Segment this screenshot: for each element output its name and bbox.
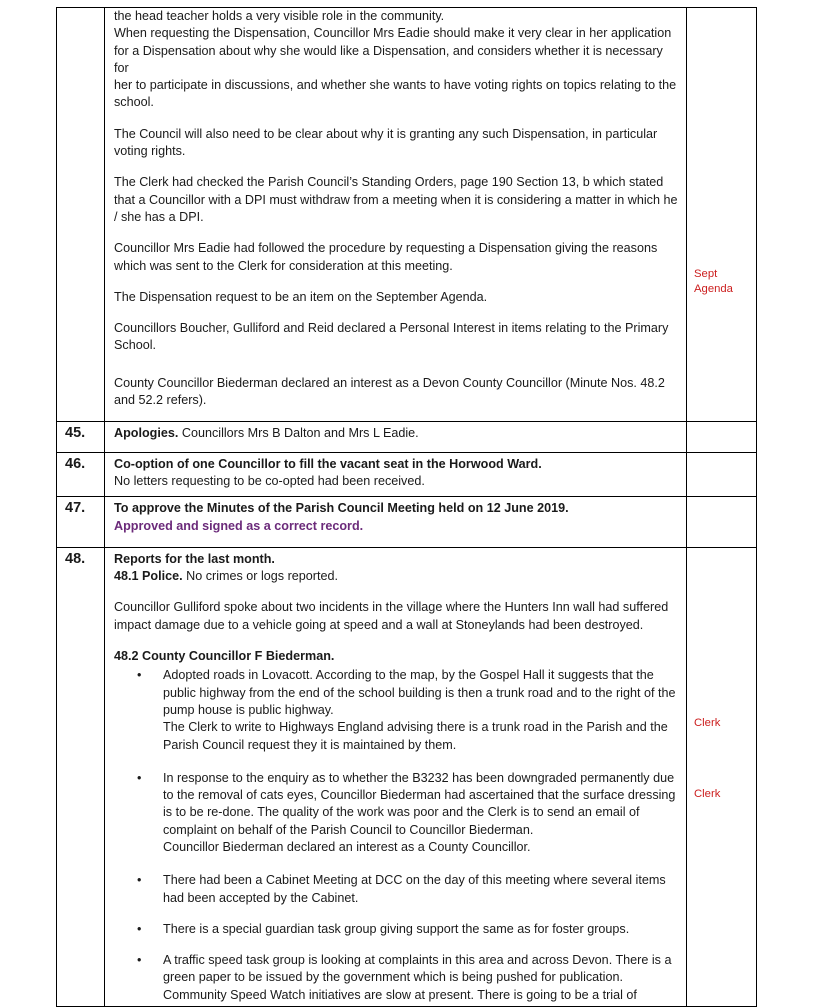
item-title: To approve the Minutes of the Parish Council Meeting held on 12 June 2019. <box>114 501 569 516</box>
item-body-cell <box>105 547 687 1006</box>
minutes-row-48 <box>57 547 757 1006</box>
item-title: Reports for the last month. <box>114 551 275 566</box>
item-number: 47. <box>57 497 105 548</box>
text-line: A traffic speed task group is looking at complaints in this area and across Devon. There is a <box>163 953 672 968</box>
police-heading: 48.1 Police. <box>114 569 183 584</box>
minutes-row-45 <box>57 422 757 452</box>
county-councillor-heading: 48.2 County Councillor F Biederman. <box>114 649 335 664</box>
action-label-clerk: Clerk <box>694 716 721 729</box>
text-line: and 52.2 refers). <box>114 393 207 408</box>
text-line: voting rights. <box>114 144 186 159</box>
police-report <box>114 568 678 585</box>
text-line: Parish Council request they it is maintained by them. <box>163 737 457 752</box>
bullet-item-adopted-roads <box>114 667 678 753</box>
text-line: Councillors Boucher, Gulliford and Reid declared a Personal Interest in items relating to the Primary <box>114 321 669 336</box>
action-label-clerk: Clerk <box>694 787 721 800</box>
bullet-icon: • <box>137 770 142 785</box>
paragraph-standing-orders <box>114 174 678 226</box>
paragraph-personal-interest <box>114 320 678 355</box>
paragraph-gulliford <box>114 599 678 634</box>
text-line: Councillor Biederman declared an interest as a County Councillor. <box>163 839 531 854</box>
text-line: green paper to be issued by the government which is being pushed for publication. <box>163 970 623 985</box>
text-line: her to participate in discussions, and whether she wants to have voting rights on topics relating to the <box>114 78 677 93</box>
paragraph-county-interest <box>114 375 678 410</box>
item-body-cell <box>105 422 687 452</box>
text-line: impact damage due to a vehicle going at speed and a wall at Stoneylands had been destroyed. <box>114 617 644 632</box>
bullet-item-cabinet-meeting <box>114 872 678 907</box>
item-text: Councillors Mrs B Dalton and Mrs L Eadie. <box>178 426 419 441</box>
text-line: School. <box>114 338 157 353</box>
police-text: No crimes or logs reported. <box>182 569 338 584</box>
text-line: The Council will also need to be clear about why it is granting any such Dispensation, in particular <box>114 126 658 141</box>
bullet-icon: • <box>137 668 142 683</box>
action-label-agenda: Agenda <box>694 283 733 295</box>
minutes-row-46 <box>57 452 757 497</box>
item-number-cell <box>57 8 105 422</box>
item-title: Co-option of one Councillor to fill the vacant seat in the Horwood Ward. <box>114 456 542 471</box>
text-line: public highway from the end of the school building is then a trunk road and to the right of the <box>163 685 676 700</box>
item-title: Apologies. <box>114 426 179 441</box>
item-number: 45. <box>57 422 105 452</box>
bullet-icon: • <box>137 953 142 968</box>
text-line: Councillor Mrs Eadie had followed the procedure by requesting a Dispensation giving the reasons <box>114 241 658 256</box>
text-line: for a Dispensation about why she would like a Dispensation, and considers whether it is necessary for <box>114 43 663 75</box>
text-line: County Councillor Biederman declared an interest as a Devon County Councillor (Minute Nos. 48.2 <box>114 375 665 390</box>
bullet-item-traffic-speed <box>114 952 678 1004</box>
paragraph-council-clarity <box>114 126 678 161</box>
item-body-cell <box>105 497 687 548</box>
paragraph-september-agenda <box>114 289 678 306</box>
action-cell <box>687 497 757 548</box>
paragraph-dispensation-application <box>114 8 678 112</box>
text-line: Community Speed Watch initiatives are slow at present. There is going to be a trial of <box>163 987 637 1002</box>
approval-text: Approved and signed as a correct record. <box>114 518 364 533</box>
text-line: had been accepted by the Cabinet. <box>163 890 359 905</box>
bullet-item-b3232 <box>114 770 678 856</box>
action-cell <box>687 452 757 497</box>
action-label-sept: Sept <box>694 268 718 280</box>
paragraph-procedure <box>114 240 678 275</box>
action-cell <box>687 8 757 422</box>
bullet-item-guardian-task-group <box>114 921 678 938</box>
text-line: Councillor Gulliford spoke about two incidents in the village where the Hunters Inn wall had suffered <box>114 600 669 615</box>
bullet-icon: • <box>137 921 142 936</box>
minutes-row-continuation <box>57 8 757 422</box>
text-line: which was sent to the Clerk for consideration at this meeting. <box>114 258 453 273</box>
text-line: Adopted roads in Lovacott. According to the map, by the Gospel Hall it suggests that the <box>163 668 654 683</box>
text-line: / she has a DPI. <box>114 209 204 224</box>
item-number: 48. <box>57 547 105 1006</box>
minutes-row-47 <box>57 497 757 548</box>
text-line: is to be re-done. The quality of the work was poor and the Clerk is to send an email of <box>163 805 640 820</box>
action-cell <box>687 547 757 1006</box>
text-line: The Clerk had checked the Parish Council’s Standing Orders, page 190 Section 13, b which stated <box>114 175 664 190</box>
text-line: school. <box>114 95 154 110</box>
text-line: that a Councillor with a DPI must withdraw from a meeting when it is considering a matter in which he <box>114 192 678 207</box>
text-line: There had been a Cabinet Meeting at DCC on the day of this meeting where several items <box>163 873 666 888</box>
item-text: No letters requesting to be co-opted had been received. <box>114 473 425 488</box>
minutes-table <box>56 7 757 1007</box>
action-cell <box>687 422 757 452</box>
text-line: to the removal of cats eyes, Councillor Biederman had ascertained that the surface dressing <box>163 788 676 803</box>
item-body-cell <box>105 8 687 422</box>
text-line: complaint on behalf of the Parish Council to Councillor Biederman. <box>163 822 534 837</box>
text-line: the head teacher holds a very visible role in the community. <box>114 9 445 23</box>
text-line: When requesting the Dispensation, Councillor Mrs Eadie should make it very clear in her application <box>114 26 672 41</box>
text-line: pump house is public highway. <box>163 702 334 717</box>
bullet-icon: • <box>137 873 142 888</box>
text-line: In response to the enquiry as to whether the B3232 has been downgraded permanently due <box>163 770 675 785</box>
text-line: The Dispensation request to be an item on the September Agenda. <box>114 289 488 304</box>
text-line: There is a special guardian task group giving support the same as for foster groups. <box>163 921 630 936</box>
text-line: The Clerk to write to Highways England advising there is a trunk road in the Parish and the <box>163 720 668 735</box>
item-body-cell <box>105 452 687 497</box>
item-number: 46. <box>57 452 105 497</box>
